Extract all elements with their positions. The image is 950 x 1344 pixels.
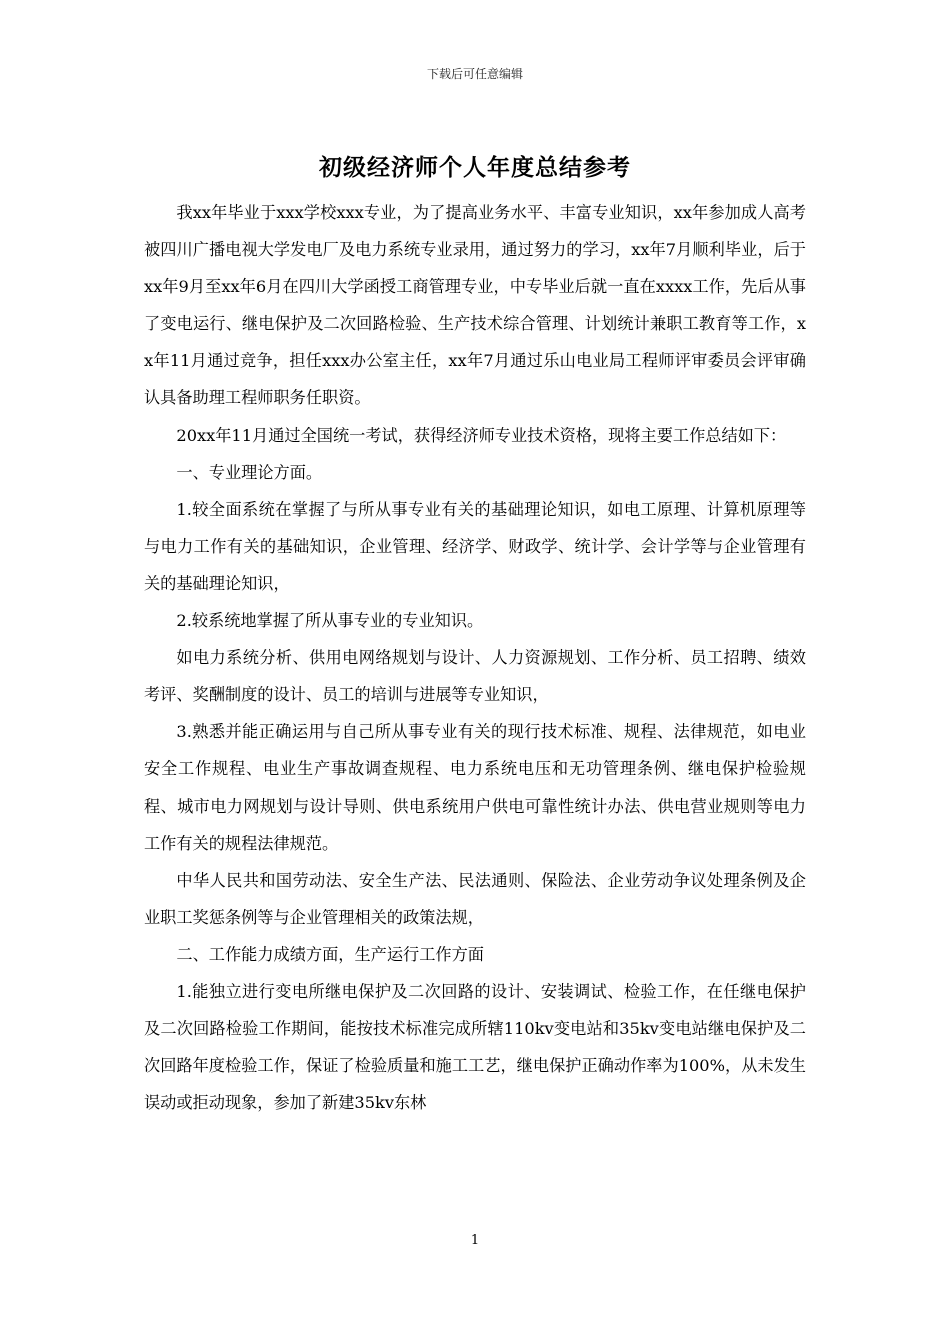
document-title: 初级经济师个人年度总结参考 bbox=[319, 154, 631, 181]
paragraph-theory-item-3: 3.熟悉并能正确运用与自己所从事专业有关的现行技术标准、规程、法律规范，如电业安全工作规程、电业生产事故调查规程、电力系统电压和无功管理条例、继电保护检验规程、城市电力网规划与设计导则、供电系统用户供电可靠性统计办法、供电营业规则等电力工作有关的规程法律规范。 bbox=[144, 722, 806, 853]
document-body bbox=[144, 194, 806, 1121]
section-heading-professional-theory: 一、专业理论方面。 bbox=[176, 462, 323, 482]
page-number: 1 bbox=[470, 1233, 480, 1248]
paragraph-work-item-1: 1.能独立进行变电所继电保护及二次回路的设计、安装调试、检验工作，在任继电保护及二次回路检验工作期间，能按技术标准完成所辖110kv变电站和35kv变电站继电保护及二次回路年度检验工作，保证了检验质量和施工工艺，继电保护正确动作率为100%，从未发生误动或拒动现象，参加了新建35kv东林 bbox=[144, 981, 806, 1113]
paragraph-qualification-intro: 20xx年11月通过全国统一考试，获得经济师专业技术资格，现将主要工作总结如下： bbox=[176, 425, 787, 445]
section-heading-work-ability: 二、工作能力成绩方面，生产运行工作方面 bbox=[176, 944, 484, 964]
paragraph-theory-item-2: 2.较系统地掌握了所从事专业的专业知识。 bbox=[176, 611, 484, 631]
paragraph-theory-item-3-detail: 中华人民共和国劳动法、安全生产法、民法通则、保险法、企业劳动争议处理条例及企业职工奖惩条例等与企业管理相关的政策法规， bbox=[144, 870, 806, 927]
page-header-note: 下载后可任意编辑 bbox=[426, 67, 523, 81]
paragraph-theory-item-1: 1.较全面系统在掌握了与所从事专业有关的基础理论知识，如电工原理、计算机原理等与电力工作有关的基础知识，企业管理、经济学、财政学、统计学、会计学等与企业管理有关的基础理论知识， bbox=[144, 499, 806, 593]
paragraph-education-background: 我xx年毕业于xxx学校xxx专业，为了提高业务水平、丰富专业知识，xx年参加成人高考被四川广播电视大学发电厂及电力系统专业录用，通过努力的学习，xx年7月顺利毕业，后于xx年9月至xx年6月在四川大学函授工商管理专业，中专毕业后就一直在xxxx工作，先后从事了变电运行、继电保护及二次回路检验、生产技术综合管理、计划统计兼职工教育等工作，xx年11月通过竞争，担任xxx办公室主任，xx年7月通过乐山电业局工程师评审委员会评审确认具备助理工程师职务任职资。 bbox=[144, 203, 806, 408]
paragraph-theory-item-2-detail: 如电力系统分析、供用电网络规划与设计、人力资源规划、工作分析、员工招聘、绩效考评、奖酬制度的设计、员工的培训与进展等专业知识， bbox=[144, 648, 806, 705]
